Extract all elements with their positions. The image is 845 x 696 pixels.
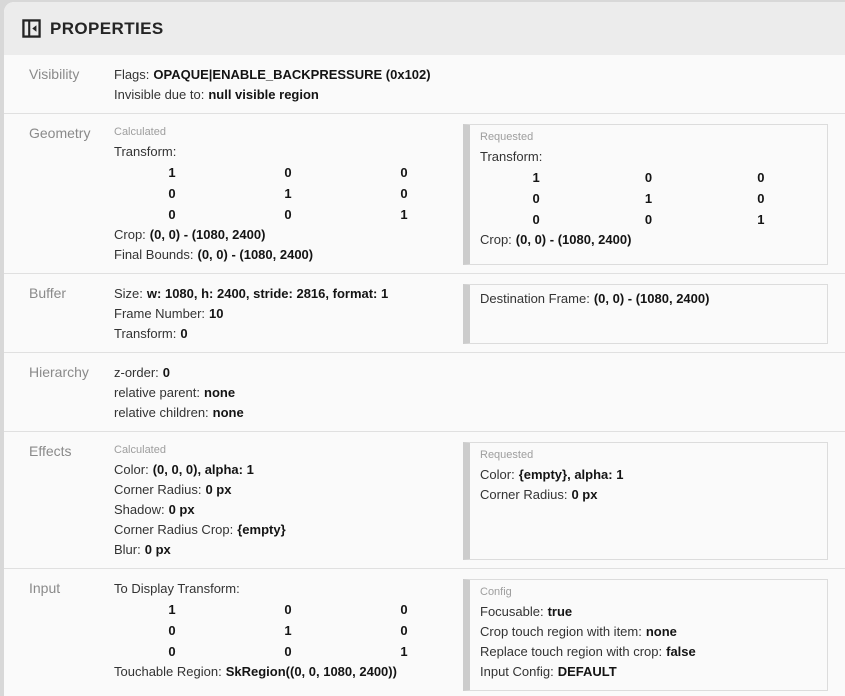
- section-label: Buffer: [29, 285, 67, 301]
- section-label: Hierarchy: [29, 364, 89, 380]
- transform-matrix: [114, 599, 463, 662]
- property-row: [114, 520, 463, 540]
- matrix-cell: 0: [532, 191, 540, 206]
- property-row: [480, 662, 817, 682]
- property-value: w: 1080, h: 2400, stride: 2816, format: 1: [146, 286, 389, 301]
- transform-matrix: [480, 167, 817, 230]
- matrix-cell: 1: [284, 186, 292, 201]
- property-value: SkRegion((0, 0, 1080, 2400)): [225, 664, 397, 679]
- property-label: relative children:: [114, 405, 209, 420]
- matrix-cell: 0: [284, 602, 292, 617]
- properties-panel: [4, 2, 845, 696]
- property-value: (0, 0, 0), alpha: 1: [152, 462, 254, 477]
- requested-box: [463, 442, 828, 560]
- property-row: [114, 403, 828, 423]
- property-label: Replace touch region with crop:: [480, 644, 663, 659]
- property-value: true: [547, 604, 573, 619]
- property-value: none: [645, 624, 677, 639]
- group-tag: Requested: [480, 449, 534, 461]
- group-tag: Requested: [480, 131, 534, 143]
- matrix-cell: 0: [284, 644, 292, 659]
- matrix-cell: 1: [400, 207, 408, 222]
- section-label: Input: [29, 580, 61, 596]
- property-label: Transform:: [114, 144, 177, 159]
- matrix-cell: 0: [284, 165, 292, 180]
- property-value: null visible region: [208, 87, 319, 102]
- property-row: [114, 304, 463, 324]
- property-value: 0: [162, 365, 171, 380]
- property-row: [114, 480, 463, 500]
- property-value: false: [666, 644, 696, 659]
- property-row: [114, 540, 463, 560]
- property-row: [114, 500, 463, 520]
- matrix-cell: 1: [532, 170, 540, 185]
- section-hierarchy: [4, 353, 845, 432]
- transform-matrix: [114, 162, 463, 225]
- property-value: none: [204, 385, 236, 400]
- property-label: Crop:: [114, 227, 146, 242]
- section-input: [4, 569, 845, 696]
- property-label: z-order:: [114, 365, 159, 380]
- matrix-cell: 0: [757, 170, 765, 185]
- property-label: To Display Transform:: [114, 581, 240, 596]
- property-row: [114, 579, 463, 599]
- property-row: [480, 485, 817, 505]
- property-row: [114, 142, 463, 162]
- matrix-cell: 1: [400, 644, 408, 659]
- property-row: [480, 289, 817, 309]
- property-row: [480, 602, 817, 622]
- property-label: Transform:: [480, 149, 543, 164]
- property-row: [114, 85, 828, 105]
- property-label: Focusable:: [480, 604, 544, 619]
- property-row: [480, 622, 817, 642]
- property-label: Touchable Region:: [114, 664, 222, 679]
- property-label: relative parent:: [114, 385, 200, 400]
- property-label: Destination Frame:: [480, 291, 590, 306]
- property-label: Crop:: [480, 232, 512, 247]
- property-row: [114, 383, 828, 403]
- property-value: (0, 0) - (1080, 2400): [149, 227, 266, 242]
- property-value: none: [212, 405, 244, 420]
- property-value: (0, 0) - (1080, 2400): [197, 247, 314, 262]
- matrix-cell: 1: [644, 191, 653, 206]
- matrix-cell: 1: [168, 602, 176, 617]
- property-row: [114, 284, 463, 304]
- matrix-cell: 0: [400, 623, 408, 638]
- property-row: [480, 465, 817, 485]
- property-value: {empty}, alpha: 1: [518, 467, 624, 482]
- matrix-cell: 0: [168, 207, 176, 222]
- property-value: DEFAULT: [557, 664, 617, 679]
- matrix-cell: 0: [168, 623, 176, 638]
- matrix-cell: 0: [532, 212, 540, 227]
- property-row: [114, 225, 463, 245]
- section-geometry: [4, 114, 845, 274]
- property-label: Blur:: [114, 542, 141, 557]
- property-row: [480, 642, 817, 662]
- property-label: Frame Number:: [114, 306, 206, 321]
- matrix-cell: 0: [168, 644, 176, 659]
- property-label: Crop touch region with item:: [480, 624, 642, 639]
- section-label: Effects: [29, 443, 72, 459]
- property-label: Transform:: [114, 326, 177, 341]
- section-label: Visibility: [29, 66, 80, 82]
- panel-title: PROPERTIES: [50, 18, 164, 38]
- property-label: Size:: [114, 286, 143, 301]
- matrix-cell: 0: [644, 212, 653, 227]
- property-label: Shadow:: [114, 502, 165, 517]
- property-label: Corner Radius:: [480, 487, 568, 502]
- property-row: [114, 245, 463, 265]
- property-label: Corner Radius Crop:: [114, 522, 234, 537]
- destination-frame-box: [463, 284, 828, 344]
- property-value: (0, 0) - (1080, 2400): [515, 232, 632, 247]
- property-label: Input Config:: [480, 664, 554, 679]
- property-value: (0, 0) - (1080, 2400): [593, 291, 710, 306]
- property-value: 0 px: [205, 482, 232, 497]
- group-tag: Calculated: [114, 126, 166, 138]
- property-value: OPAQUE|ENABLE_BACKPRESSURE (0x102): [153, 67, 431, 82]
- property-value: {empty}: [237, 522, 286, 537]
- matrix-cell: 0: [400, 602, 408, 617]
- property-row: [114, 460, 463, 480]
- property-label: Invisible due to:: [114, 87, 205, 102]
- left-panel-close-glyph: [22, 19, 41, 38]
- property-row: [480, 147, 817, 167]
- section-label: Geometry: [29, 125, 91, 141]
- matrix-cell: 0: [644, 170, 653, 185]
- property-row: [114, 662, 463, 682]
- property-value: 0: [180, 326, 188, 341]
- property-value: 10: [209, 306, 224, 321]
- property-label: Corner Radius:: [114, 482, 202, 497]
- matrix-cell: 0: [400, 186, 408, 201]
- property-label: Color:: [480, 467, 515, 482]
- property-label: Flags:: [114, 67, 150, 82]
- property-label: Color:: [114, 462, 149, 477]
- property-label: Final Bounds:: [114, 247, 194, 262]
- matrix-cell: 0: [757, 191, 765, 206]
- config-box: [463, 579, 828, 691]
- section-effects: [4, 432, 845, 569]
- matrix-cell: 0: [168, 186, 176, 201]
- property-row: [114, 65, 828, 85]
- section-visibility: [4, 55, 845, 114]
- property-row: [480, 230, 817, 250]
- property-row: [114, 324, 463, 344]
- properties-header: [4, 2, 845, 55]
- property-value: 0 px: [571, 487, 598, 502]
- property-value: 0 px: [144, 542, 171, 557]
- property-value: 0 px: [168, 502, 195, 517]
- property-row: [114, 363, 828, 383]
- section-buffer: [4, 274, 845, 353]
- requested-box: [463, 124, 828, 265]
- matrix-cell: 0: [400, 165, 408, 180]
- matrix-cell: 1: [284, 623, 292, 638]
- matrix-cell: 1: [757, 212, 765, 227]
- matrix-cell: 1: [168, 165, 176, 180]
- left-panel-close-icon[interactable]: [21, 19, 41, 39]
- group-tag: Config: [480, 586, 512, 598]
- matrix-cell: 0: [284, 207, 292, 222]
- group-tag: Calculated: [114, 444, 166, 456]
